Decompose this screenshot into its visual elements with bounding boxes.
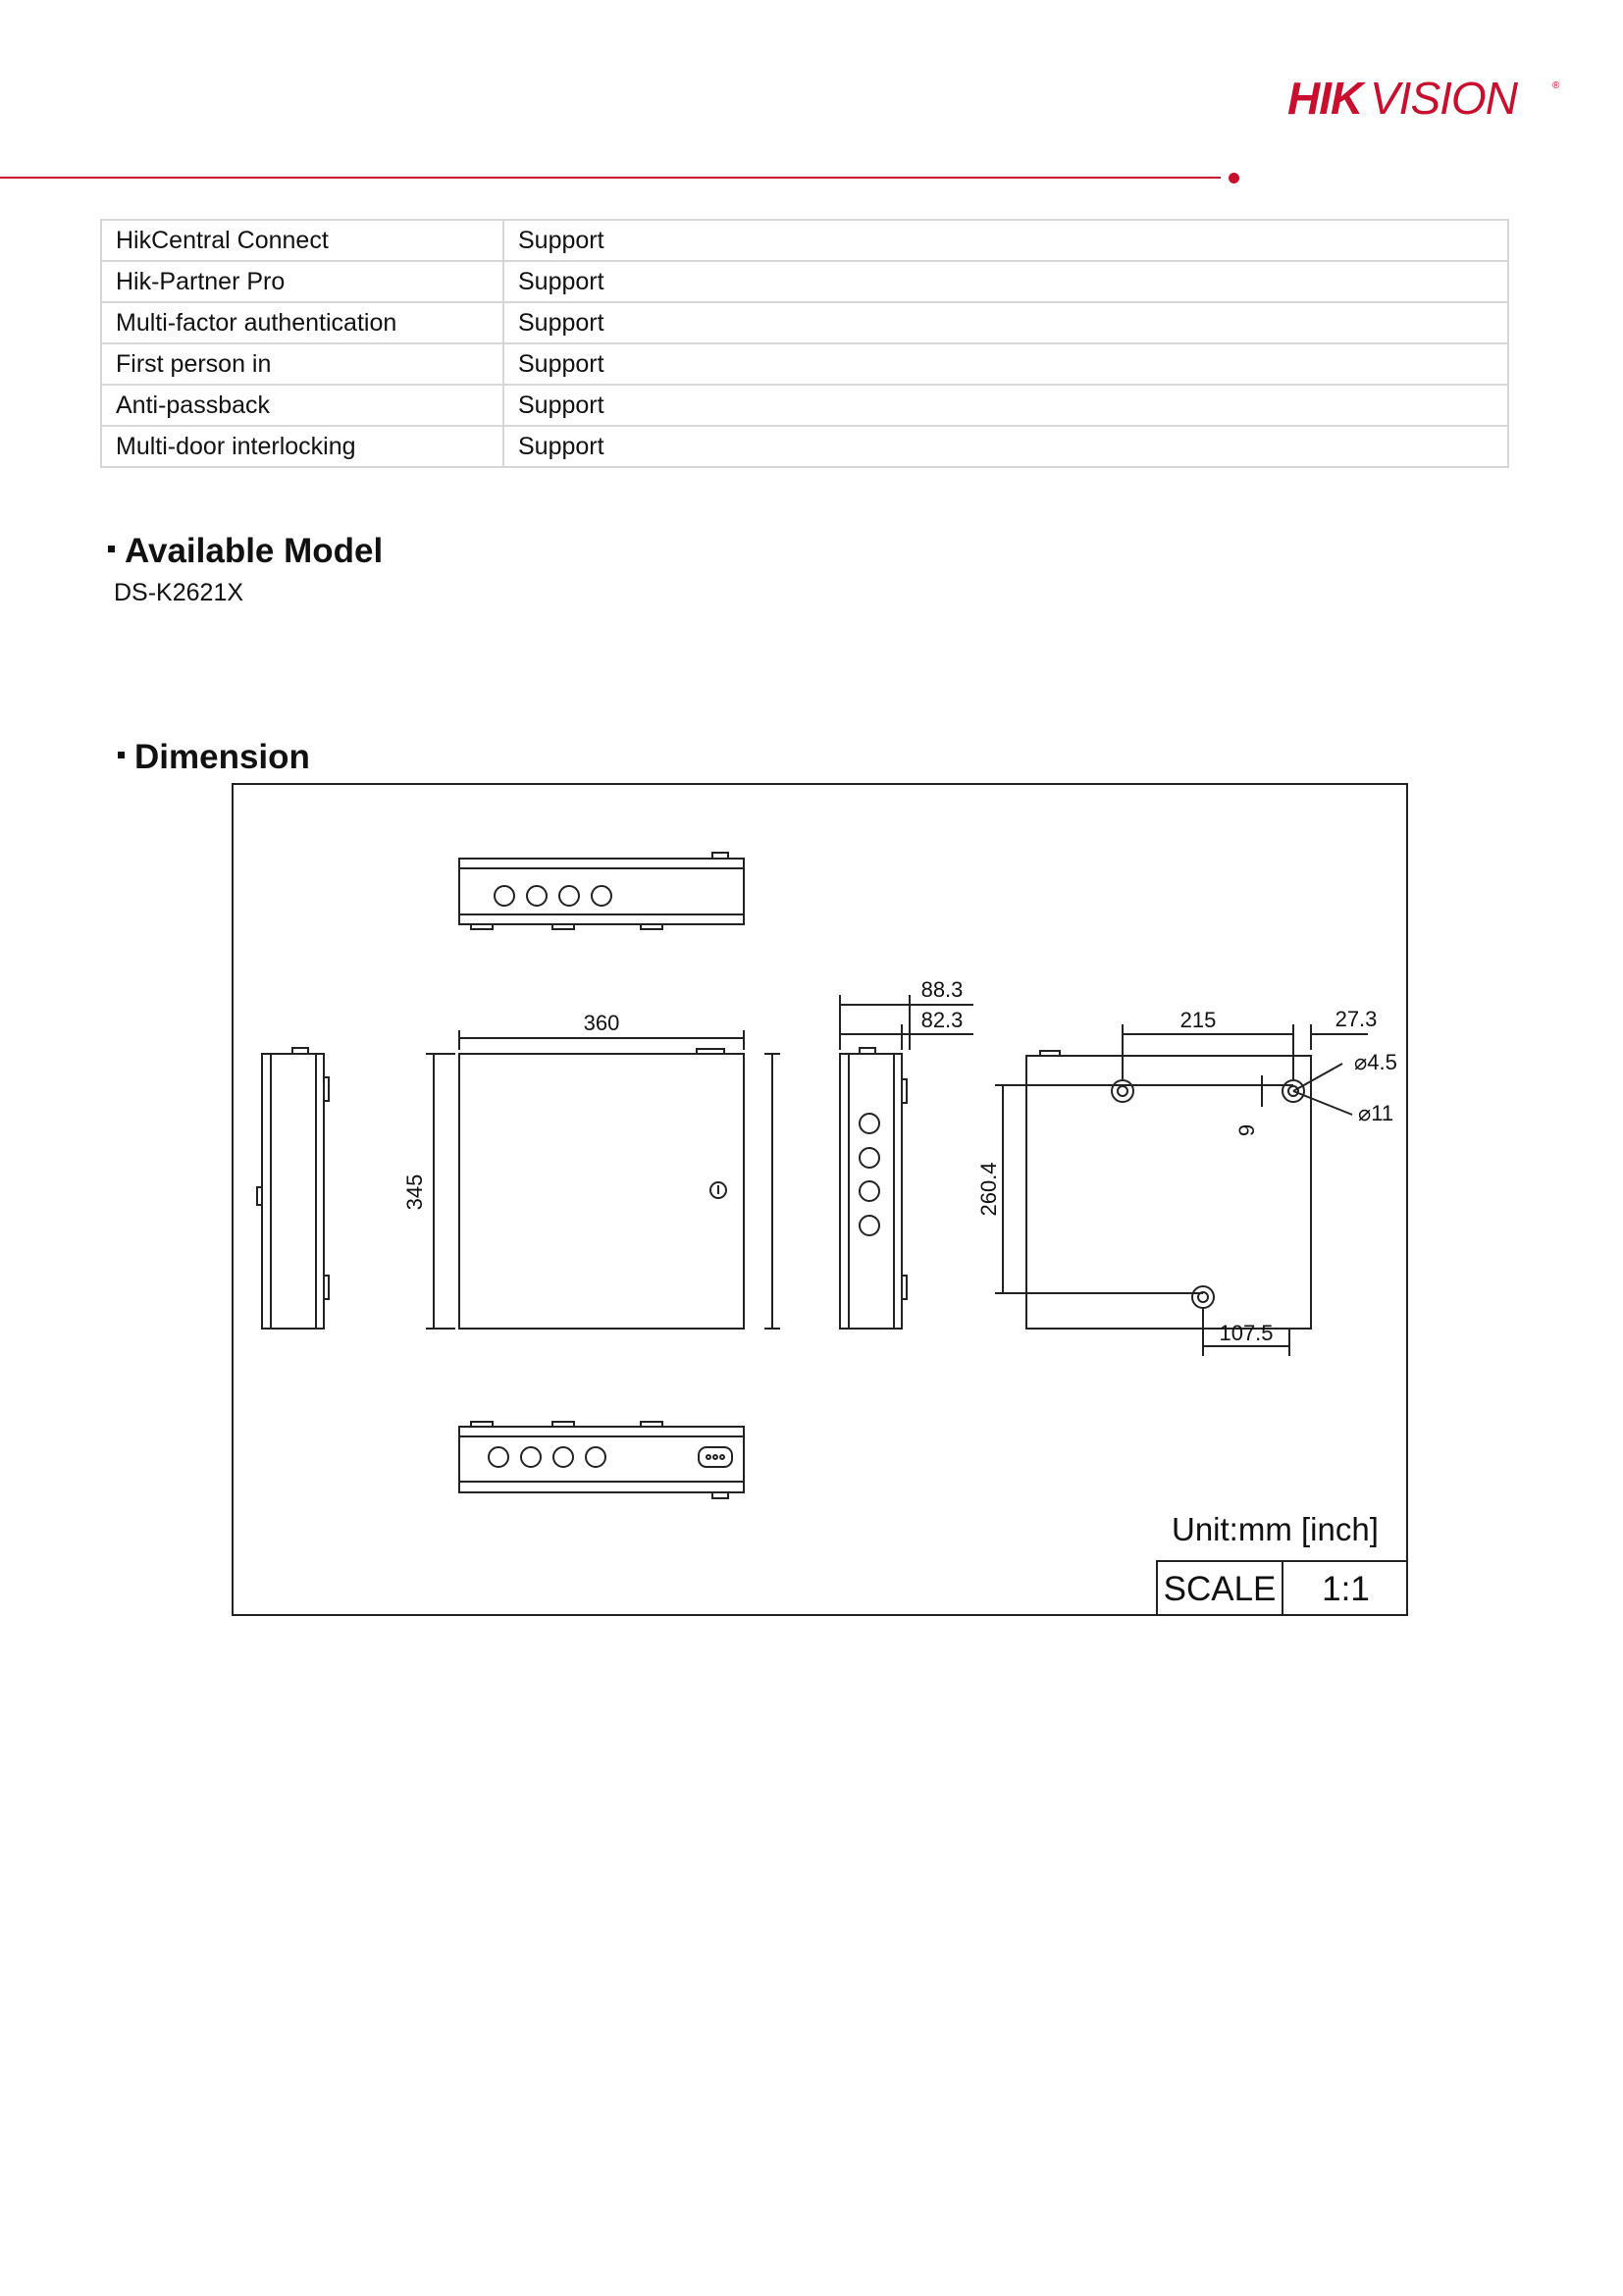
model-number: DS-K2621X [114,579,244,606]
available-model-heading [108,532,383,571]
dim-label-height: 345 [402,1174,427,1211]
dim-label-edge-offset: 27.3 [1335,1007,1378,1031]
dimension-heading [118,738,310,777]
left-side-view [257,1048,329,1329]
hole-small-value: 4.5 [1367,1050,1397,1074]
table-row [101,385,1508,426]
spec-value: Support [503,385,1508,426]
drawing-canvas [234,785,1406,1614]
dimension-title: Dimension [134,738,310,776]
back-view [995,1024,1368,1356]
header-dot [1229,173,1239,183]
front-view [426,1030,780,1329]
unit-label: Unit:mm [inch] [1172,1511,1379,1547]
table-row [101,220,1508,261]
dim-label-width: 360 [583,1011,620,1035]
table-row [101,261,1508,302]
diameter-icon: ⌀ [1358,1101,1372,1125]
spec-value: Support [503,302,1508,343]
dim-label-hole-small [1354,1050,1397,1074]
spec-value: Support [503,220,1508,261]
spec-value: Support [503,261,1508,302]
dim-label-hole-large [1358,1101,1393,1125]
dim-label-depth-inner: 82.3 [920,1008,964,1032]
svg-text:®: ® [1552,80,1560,91]
dim-label-hole-offset-v: 9 [1234,1123,1259,1137]
scale-value: 1:1 [1322,1570,1370,1608]
spec-value: Support [503,343,1508,385]
spec-key: HikCentral Connect [101,220,503,261]
spec-key: First person in [101,343,503,385]
scale-label: SCALE [1158,1562,1283,1616]
dim-label-bottom-offset: 107.5 [1219,1321,1274,1345]
spec-key: Anti-passback [101,385,503,426]
dim-label-hole-spacing-h: 215 [1179,1008,1217,1032]
hole-large-value: 11 [1371,1101,1394,1125]
table-row [101,302,1508,343]
header-rule [0,177,1221,179]
spec-value: Support [503,426,1508,467]
bottom-view [459,1422,744,1498]
bullet-icon [108,546,115,552]
top-view [459,853,744,929]
scale-box [1156,1560,1408,1616]
hikvision-logo [1287,73,1562,122]
available-model-title: Available Model [125,532,384,570]
bullet-icon [118,752,125,758]
svg-text:HIK: HIK [1287,73,1363,122]
spec-key: Multi-door interlocking [101,426,503,467]
spec-table [100,219,1509,468]
spec-key: Multi-factor authentication [101,302,503,343]
right-side-view [840,995,973,1329]
table-row [101,343,1508,385]
spec-key: Hik-Partner Pro [101,261,503,302]
dim-label-hole-spacing-v: 260.4 [976,1162,1001,1217]
dimension-drawing [232,783,1408,1616]
diameter-icon: ⌀ [1354,1050,1368,1074]
svg-text:VISION: VISION [1370,73,1517,122]
table-row [101,426,1508,467]
dim-label-depth-outer: 88.3 [920,977,964,1002]
